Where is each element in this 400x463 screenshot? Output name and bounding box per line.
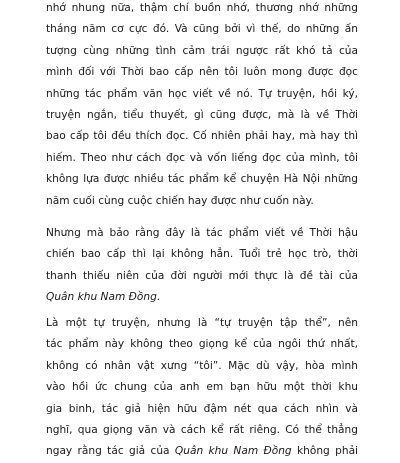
- text-line: vào hồi ức chung của anh em bạn hữu một thời khu: [46, 381, 358, 394]
- text-line: truyện ngắn, tiểu thuyết, gì cũng được, mà là về Thời: [46, 108, 358, 121]
- book-title: Quân khu Nam Đồng: [174, 445, 292, 458]
- text-line: chiến bao cấp thì lại không hẳn. Tuổi trẻ học trò, thời: [46, 248, 358, 261]
- paragraph-2: [46, 223, 358, 309]
- text-line: Nhưng mà bảo rằng đây là tác phẩm viết về Thời hậu: [46, 227, 358, 239]
- text-line: gia binh, tác giả hiện hữu đậm nét qua cách nhìn và: [46, 402, 358, 415]
- book-title: Quân khu Nam Đồng: [46, 291, 157, 304]
- text-line: [46, 441, 358, 462]
- text-line: nhớ nhung nữa, thậm chí buồn nhớ, thương nhớ những: [46, 2, 358, 14]
- paragraph-1: [46, 0, 358, 212]
- text-line: Là một tự truyện, nhưng là “tự truyện tập thể”, nên: [46, 317, 358, 329]
- text-line: năm cuối cùng cuộc chiến hay được như cuốn này.: [46, 194, 314, 207]
- text-fragment: không phải: [291, 445, 358, 458]
- text-line: nghĩ, qua giọng văn và cách kể rất riêng. Có thể thẳng: [46, 423, 358, 436]
- text-line: mình đối với Thời bao cấp nên tôi luôn mong được đọc: [46, 66, 358, 79]
- text-line: [46, 287, 358, 308]
- text-line: không có nhân vật xưng “tôi”. Mặc dù vậy, hòa mình: [46, 359, 358, 372]
- paragraph-3: [46, 313, 358, 463]
- text-line: thanh thiếu niên của đời người mới thực là đề tài của: [46, 269, 358, 282]
- text-line: tác phẩm này không theo giọng kể của ngôi thứ nhất,: [46, 338, 358, 351]
- text-line: bao cấp tôi đều thích đọc. Cố nhiên phải hay, mà hay thì: [46, 130, 358, 143]
- text-line: hiếm. Theo như cách đọc và vốn liếng đọc của mình, tôi: [46, 151, 358, 164]
- text-line: tượng cùng những tình cảm trái ngược rất khó tả của: [46, 44, 358, 57]
- text-line: không lựa được nhiều tác phẩm kể chuyện Hà Nội những: [46, 173, 358, 186]
- text-fragment: .: [156, 291, 161, 304]
- text-fragment: ngay rằng tác giả của: [46, 445, 175, 458]
- text-line: tháng năm cơ cực đó. Và cũng bởi vì thế, do những ấn: [46, 23, 358, 36]
- text-line: những tác phẩm văn học viết về nó. Tự truyện, hồi ký,: [46, 87, 358, 100]
